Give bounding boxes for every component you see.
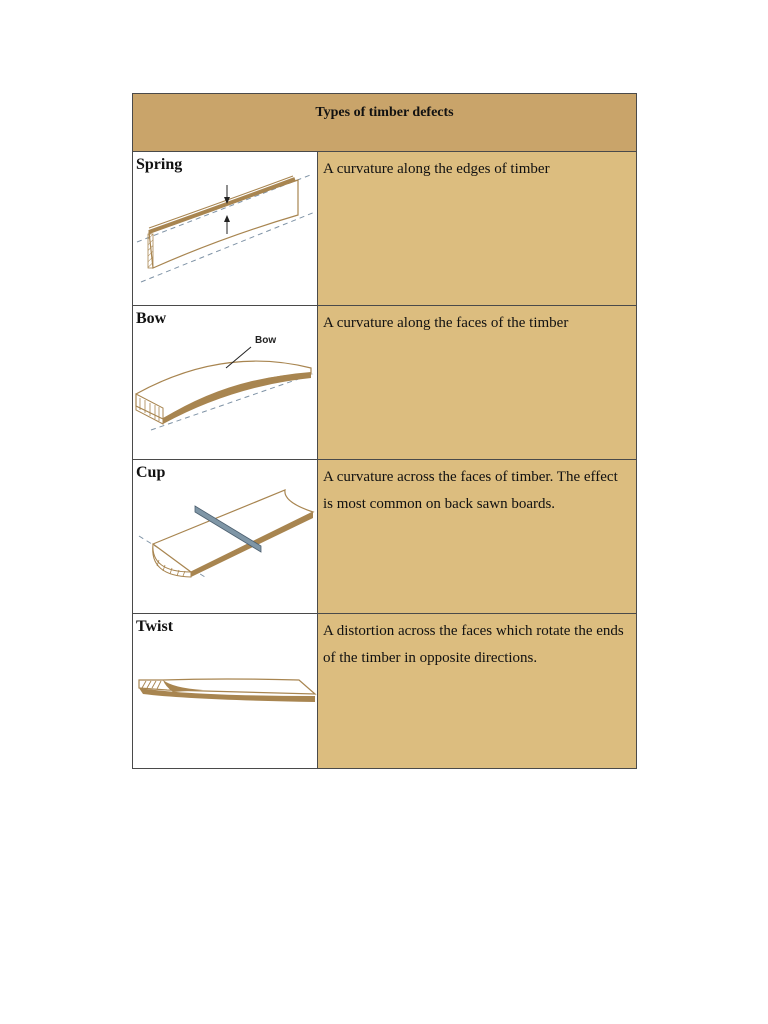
table-row-spring xyxy=(133,152,636,306)
table-row-bow xyxy=(133,306,636,460)
table-header xyxy=(133,94,636,152)
defect-cell-cup xyxy=(133,460,318,613)
table-row-cup xyxy=(133,460,636,614)
defect-name-cup: Cup xyxy=(136,464,166,481)
table-row-twist xyxy=(133,614,636,768)
defect-cell-twist xyxy=(133,614,318,768)
table-title: Types of timber defects xyxy=(315,105,454,120)
spring-defect-diagram xyxy=(133,152,317,305)
defect-description-spring: A curvature along the edges of timber xyxy=(318,152,636,305)
cup-defect-diagram xyxy=(133,460,317,613)
defect-name-spring: Spring xyxy=(136,156,183,173)
defect-description-cup: A curvature across the faces of timber. The effect is most common on back sawn boards. xyxy=(318,460,636,613)
defect-cell-bow xyxy=(133,306,318,459)
defect-description-bow: A curvature along the faces of the timber xyxy=(318,306,636,459)
defect-name-twist: Twist xyxy=(136,618,174,635)
defect-name-bow: Bow xyxy=(136,310,167,327)
defect-description-twist: A distortion across the faces which rotate the ends of the timber in opposite directions. xyxy=(318,614,636,768)
twist-defect-diagram xyxy=(133,614,317,767)
timber-defects-table xyxy=(132,93,637,769)
defect-cell-spring xyxy=(133,152,318,305)
bow-annotation-label: Bow xyxy=(255,335,277,346)
bow-defect-diagram xyxy=(133,306,317,459)
